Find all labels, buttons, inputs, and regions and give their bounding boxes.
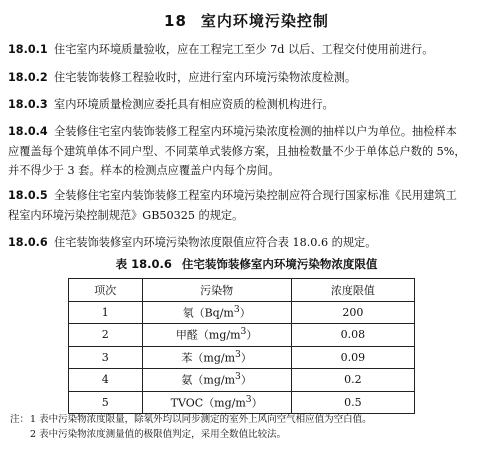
section-number: 18 xyxy=(164,12,187,30)
pollutant-unit-end: ） xyxy=(251,396,263,410)
pollutant-unit-end: ） xyxy=(240,351,252,365)
row-limit: 0.08 xyxy=(291,324,414,347)
section-title-text: 室内环境污染控制 xyxy=(200,12,329,30)
clause-text-line2: 应覆盖每个建筑单体不同户型、不同菜单式装修方案，且抽检数量不少于单体总户数的 5%， xyxy=(8,144,466,158)
unit-exponent: 3 xyxy=(233,303,240,315)
pollutant-unit: （mg/m xyxy=(192,351,236,365)
pollutant-name: 氡 xyxy=(182,306,194,320)
pollutant-name: 苯 xyxy=(181,351,193,365)
clause-number: 18.0.4 xyxy=(8,125,48,138)
pollutant-unit-end: ） xyxy=(246,329,258,343)
unit-exponent: 3 xyxy=(240,326,247,338)
clause-text: 住宅装饰装修室内环境污染物浓度限值应符合表 18.0.6 的规定。 xyxy=(54,236,377,249)
pollutant-unit: （mg/m xyxy=(192,374,236,388)
header-pollutant: 污染物 xyxy=(142,279,291,302)
clause-text-line1: 全装修住宅室内装饰装修工程室内环境污染浓度检测的抽样以户为单位。抽检样本 xyxy=(54,125,457,138)
clause-text-line1: 全装修住宅室内装饰装修工程室内环境污染控制应符合现行国家标准《民用建筑工 xyxy=(54,189,457,202)
clause-18-0-1 xyxy=(8,40,486,60)
table-note-1 xyxy=(10,413,486,426)
row-no: 2 xyxy=(69,324,143,347)
table-caption xyxy=(0,256,493,272)
clause-18-0-4 xyxy=(8,122,486,181)
pollutant-unit: （Bq/m xyxy=(193,306,234,320)
table-caption-title: 住宅装饰装修室内环境污染物浓度限值 xyxy=(181,257,378,271)
clause-18-0-5 xyxy=(8,186,486,225)
header-item-no: 项次 xyxy=(69,279,143,302)
table-note-2 xyxy=(10,428,486,441)
row-pollutant xyxy=(142,346,291,369)
pollutant-unit: （mg/m xyxy=(197,329,241,343)
clause-number: 18.0.2 xyxy=(8,71,48,84)
clause-text: 住宅室内环境质量验收，应在工程完工至少 7d 以后、工程交付使用前进行。 xyxy=(54,43,434,56)
clause-18-0-3 xyxy=(8,95,486,115)
clause-18-0-2 xyxy=(8,68,486,88)
pollutant-name: TVOC xyxy=(170,396,204,410)
table-header-row xyxy=(69,279,415,302)
row-pollutant xyxy=(142,301,291,324)
clause-number: 18.0.5 xyxy=(8,189,48,202)
clause-number: 18.0.6 xyxy=(8,236,48,249)
unit-exponent: 3 xyxy=(235,371,241,383)
clause-number: 18.0.3 xyxy=(8,98,48,111)
row-limit: 200 xyxy=(291,301,414,324)
table-caption-number: 表 18.0.6 xyxy=(115,257,172,271)
table-row xyxy=(69,346,415,369)
clause-text-line2: 程室内环境污染控制规范》GB50325 的规定。 xyxy=(8,208,244,222)
section-title xyxy=(0,10,493,31)
pollutant-name: 氨 xyxy=(181,374,193,388)
row-limit: 0.2 xyxy=(291,369,414,392)
note-text: 1 表中污染物浓度限量，除氡外均以同步测定的室外上风向空气相应值为空白值。 xyxy=(30,414,372,425)
table-row xyxy=(69,391,415,414)
row-limit: 0.09 xyxy=(291,346,414,369)
clause-number: 18.0.1 xyxy=(8,43,48,56)
clause-text-line3: 并不得少于 3 套。样本的检测点应覆盖户内每个房间。 xyxy=(8,164,280,177)
pollutant-unit: （mg/m xyxy=(203,396,246,410)
header-limit: 浓度限值 xyxy=(291,279,414,302)
unit-exponent: 3 xyxy=(235,348,241,360)
row-no: 4 xyxy=(69,369,143,392)
clause-text: 室内环境质量检测应委托具有相应资质的检测机构进行。 xyxy=(54,98,334,111)
note-label: 注： xyxy=(10,414,30,425)
clause-text: 住宅装饰装修工程验收时，应进行室内环境污染物浓度检测。 xyxy=(54,71,357,84)
table-row xyxy=(69,324,415,347)
row-pollutant xyxy=(142,391,291,414)
row-no: 5 xyxy=(69,391,143,414)
pollutant-unit-end: ） xyxy=(240,374,252,388)
note-text: 2 表中污染物浓度测量值的极限值判定，采用全数值比较法。 xyxy=(30,429,287,440)
row-limit: 0.5 xyxy=(291,391,414,414)
table-row xyxy=(69,369,415,392)
row-no: 1 xyxy=(69,301,143,324)
row-pollutant xyxy=(142,369,291,392)
unit-exponent: 3 xyxy=(245,393,252,405)
pollutant-name: 甲醛 xyxy=(175,329,198,343)
pollutant-limits-table xyxy=(68,278,415,414)
clause-18-0-6 xyxy=(8,233,486,253)
row-no: 3 xyxy=(69,346,143,369)
pollutant-unit-end: ） xyxy=(239,306,251,320)
table-row xyxy=(69,301,415,324)
row-pollutant xyxy=(142,324,291,347)
